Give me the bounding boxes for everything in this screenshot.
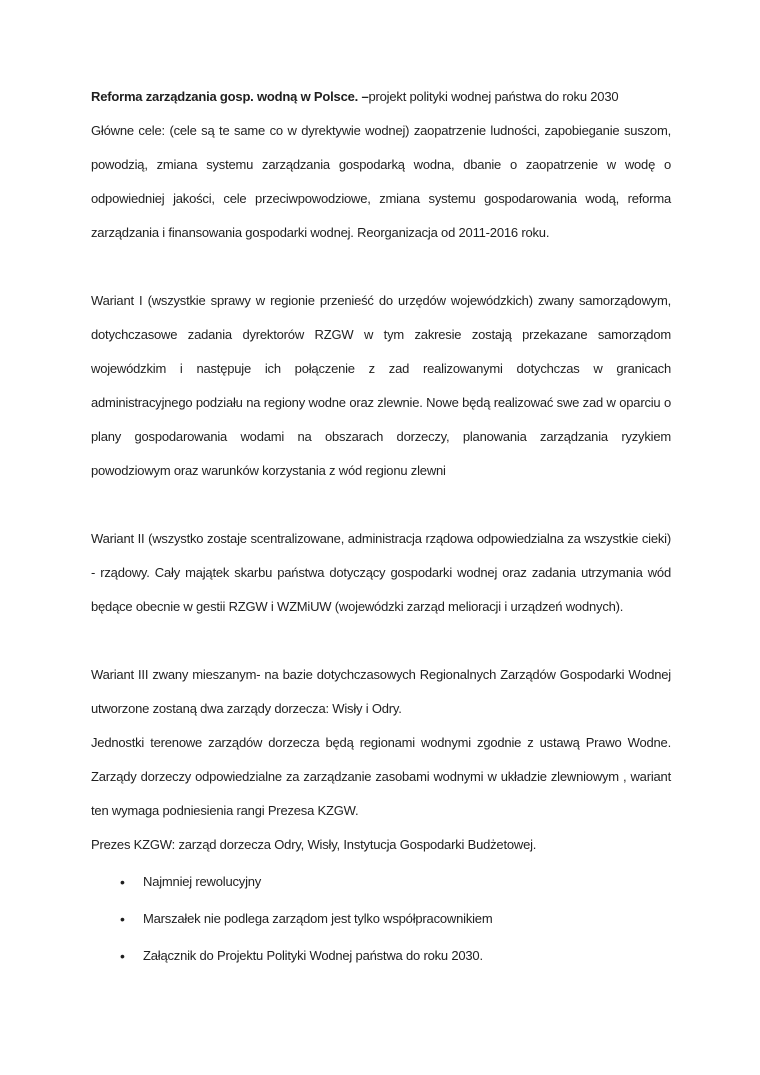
title-bold-text: Reforma zarządzania gosp. wodną w Polsce. – xyxy=(91,89,369,104)
paragraph-variant-1: Wariant I (wszystkie sprawy w regionie przenieść do urzędów wojewódzkich) zwany samorządowym, dotychczasowe zadania dyrektorów RZGW w tym zakresie zostają przekazane samorządom wojewódzkim i następuje ich połączenie z zad realizowanymi dotychczas w granicach administracyjnego podziału na regiony wodne oraz zlewnie. Nowe będą realizować swe zad w oparciu o plany gospodarowania wodami na obszarach dorzeczy, planowania zarządzania ryzykiem powodziowym oraz warunków korzystania z wód regionu zlewni xyxy=(91,293,671,478)
paragraph-variant-3: Wariant III zwany mieszanym- na bazie dotychczasowych Regionalnych Zarządów Gospodarki Wodnej utworzone zostaną dwa zarządy dorzecza: Wisły i Odry. xyxy=(91,667,671,716)
title-regular-text: projekt polityki wodnej państwa do roku 2030 xyxy=(368,89,619,104)
paragraph-territorial-units: Jednostki terenowe zarządów dorzecza będą regionami wodnymi zgodnie z ustawą Prawo Wodne. Zarządy dorzeczy odpowiedzialne za zarządzanie zasobami wodnymi w układzie zlewniowym , wariant ten wymaga podniesienia rangi Prezesa KZGW. xyxy=(91,735,671,818)
paragraph-main-goals: Główne cele: (cele są te same co w dyrektywie wodnej) zaopatrzenie ludności, zapobieganie suszom, powodzią, zmiana systemu zarządzania gospodarką wodna, dbanie o zaopatrzenie w wodę o odpowiedniej jakości, cele przeciwpowodziowe, zmiana systemu gospodarowania wodą, reforma zarządzania i finansowania gospodarki wodnej. Reorganizacja od 2011-2016 roku. xyxy=(91,123,671,240)
blank-line xyxy=(91,624,671,658)
blank-line xyxy=(91,488,671,522)
title-paragraph xyxy=(91,80,671,114)
bullet-list xyxy=(91,865,671,973)
list-item: • Marszałek nie podlega zarządom jest tylko współpracownikiem xyxy=(91,902,671,936)
list-item: • Załącznik do Projektu Polityki Wodnej państwa do roku 2030. xyxy=(91,939,671,973)
list-item: • Najmniej rewolucyjny xyxy=(91,865,671,899)
blank-line xyxy=(91,250,671,284)
paragraph-variant-2: Wariant II (wszystko zostaje scentralizowane, administracja rządowa odpowiedzialna za wszystkie cieki) - rządowy. Cały majątek skarbu państwa dotyczący gospodarki wodnej oraz zadania utrzymania wód będące obecnie w gestii RZGW i WZMiUW (wojewódzki zarząd melioracji i urządzeń wodnych). xyxy=(91,531,671,614)
paragraph-kzgw-president: Prezes KZGW: zarząd dorzecza Odry, Wisły, Instytucja Gospodarki Budżetowej. xyxy=(91,837,537,852)
